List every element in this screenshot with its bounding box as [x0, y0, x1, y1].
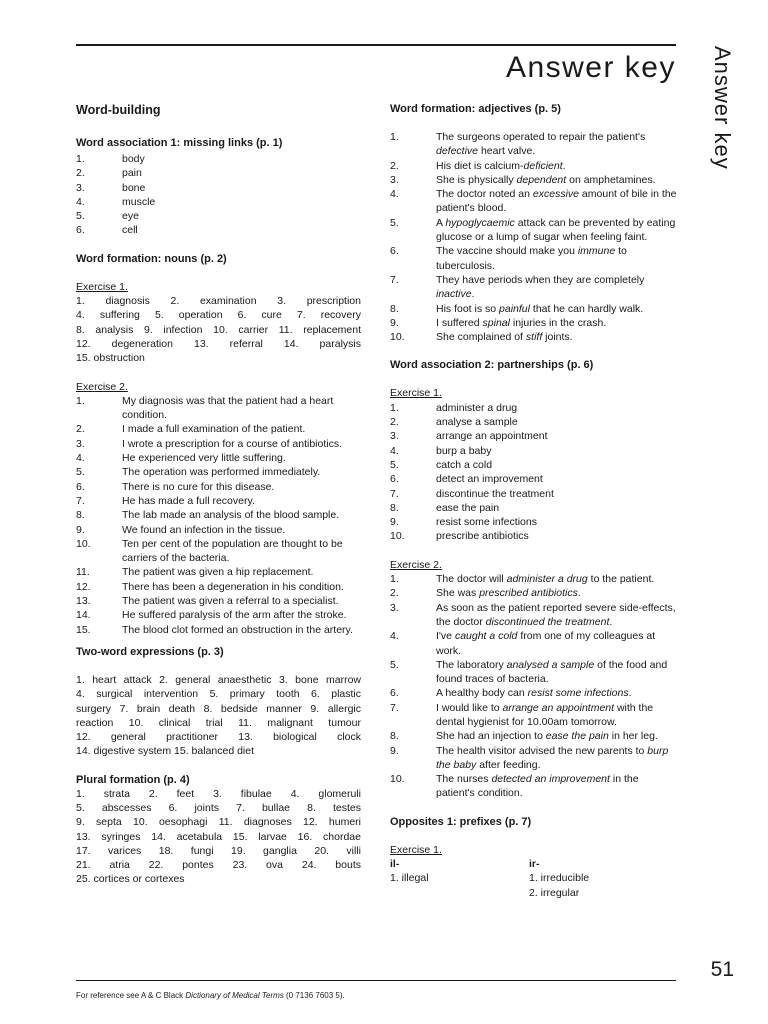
- prefix-head: il-: [390, 858, 400, 871]
- text-line: 14. digestive system 15. balanced diet: [76, 745, 255, 758]
- list-item: [390, 744, 677, 773]
- item-text: [436, 302, 677, 316]
- item-emphasis: resist some infections: [527, 687, 629, 700]
- wfn-title: Word formation: nouns (p. 2): [76, 252, 227, 265]
- item-text-part: The doctor noted an: [436, 188, 533, 201]
- text-line: 21. atria 22. pontes 23. ova 24. bouts: [76, 859, 361, 872]
- list-item: [390, 187, 677, 216]
- list-item: [390, 701, 677, 730]
- item-text: [436, 216, 677, 245]
- item-text-part: amount of bile in the patient's blood.: [436, 188, 677, 215]
- item-number: 3.: [390, 430, 399, 443]
- wa2-title: Word association 2: partnerships (p. 6): [390, 359, 594, 372]
- item-text-part: from one of my colleagues at work.: [436, 630, 656, 657]
- item-text: There is no cure for this disease.: [122, 480, 275, 493]
- item-number: 9.: [390, 516, 399, 529]
- item-number: 10.: [390, 773, 405, 786]
- item-text: bone: [122, 181, 146, 194]
- text-line: 1. illegal: [390, 872, 429, 885]
- item-text: He experienced very little suffering.: [122, 452, 286, 465]
- list-item: [76, 537, 361, 566]
- item-number: 3.: [76, 181, 85, 194]
- item-text: [436, 686, 677, 700]
- item-number: 1.: [390, 131, 399, 143]
- text-line: 12. general practitioner 13. biological clock: [76, 731, 361, 744]
- item-text-part: in her leg.: [608, 730, 658, 743]
- item-text: There has been a degeneration in his condition.: [122, 580, 344, 593]
- right-column: [390, 102, 677, 900]
- item-text: [436, 244, 677, 273]
- exercise-label: Exercise 2.: [76, 380, 128, 393]
- text-line: 17. varices 18. fungi 19. ganglia 20. villi: [76, 844, 361, 857]
- item-emphasis: analysed a sample: [506, 658, 595, 671]
- opp-title: Opposites 1: prefixes (p. 7): [390, 815, 532, 828]
- item-text-part: She is physically: [436, 173, 517, 186]
- item-text: The patient was given a referral to a specialist.: [122, 595, 339, 608]
- item-number: 5.: [390, 216, 399, 229]
- item-text-part: .: [471, 288, 475, 301]
- item-number: 7.: [390, 273, 399, 286]
- list-item: [76, 608, 361, 622]
- list-item: [390, 572, 677, 586]
- list-item: [76, 394, 361, 423]
- left-column: [76, 102, 361, 887]
- list-item: [390, 173, 677, 187]
- item-text-part: A healthy body can: [436, 687, 528, 700]
- item-number: 8.: [390, 501, 399, 514]
- item-text-part: in the patient's condition.: [436, 773, 639, 800]
- prefix-table: [390, 857, 677, 900]
- item-text-part: The health visitor advised the new parents to: [436, 744, 648, 757]
- item-number: 4.: [390, 444, 399, 457]
- item-text-part: .: [609, 615, 613, 628]
- item-text: We found an infection in the tissue.: [122, 523, 286, 536]
- list-item: [76, 195, 361, 209]
- item-text-part: The vaccine should make you: [436, 245, 578, 258]
- item-text: I made a full examination of the patient.: [122, 423, 306, 436]
- item-text-part: A: [436, 216, 446, 229]
- item-text-part: heart valve.: [478, 145, 536, 158]
- item-number: 9.: [76, 523, 85, 536]
- item-text: [436, 658, 677, 687]
- item-text: [436, 601, 677, 630]
- item-text: cell: [122, 224, 138, 237]
- item-text-part: with the dental hygienist for 10.00am tomorrow.: [436, 701, 654, 728]
- item-number: 9.: [390, 744, 399, 757]
- item-number: 5.: [390, 458, 399, 471]
- list-item: [76, 223, 361, 237]
- item-text: [436, 744, 677, 773]
- text-line: 1. heart attack 2. general anaesthetic 3. bone marrow: [76, 673, 361, 686]
- item-text: body: [122, 153, 145, 165]
- item-text: [436, 586, 677, 600]
- wa1-title: Word association 1: missing links (p. 1): [76, 137, 283, 149]
- item-text: The operation was performed immediately.: [122, 466, 321, 479]
- item-emphasis: burp the baby: [436, 744, 669, 771]
- item-text-part: that he can hardly walk.: [529, 302, 644, 315]
- list-item: [390, 529, 677, 543]
- adj-list: [390, 130, 677, 344]
- item-emphasis: caught a cold: [454, 630, 518, 643]
- item-text: burp a baby: [436, 444, 492, 457]
- item-text-part: .: [577, 587, 581, 600]
- list-item: [390, 772, 677, 801]
- list-item: [76, 437, 361, 451]
- item-number: 7.: [76, 494, 85, 507]
- text-line: 1. diagnosis 2. examination 3. prescription: [76, 295, 361, 308]
- item-text-part: As soon as the patient reported severe side-effects, the doctor: [436, 601, 676, 628]
- item-text: pain: [122, 167, 142, 180]
- item-text-part: His diet is calcium-: [436, 159, 524, 172]
- text-line: 1. irreducible: [529, 872, 590, 885]
- footer-text: For reference see A & C Black: [76, 991, 186, 1000]
- item-text-part: .: [628, 687, 632, 700]
- item-text: analyse a sample: [436, 416, 518, 429]
- item-text-part: She complained of: [436, 331, 526, 344]
- list-item: [390, 330, 677, 344]
- item-number: 3.: [390, 601, 399, 614]
- item-number: 4.: [76, 452, 85, 465]
- item-number: 1.: [76, 394, 85, 407]
- exercise-label: Exercise 1.: [76, 280, 128, 293]
- twe-block: [76, 673, 361, 744]
- list-item: [390, 130, 677, 159]
- item-text: eye: [122, 210, 139, 223]
- list-item: [390, 729, 677, 743]
- text-line: 25. cortices or cortexes: [76, 873, 185, 886]
- exercise-label: Exercise 1.: [390, 387, 442, 400]
- item-emphasis: detected an improvement: [491, 773, 610, 786]
- item-emphasis: painful: [499, 302, 530, 315]
- item-text-part: The doctor will: [436, 573, 507, 586]
- item-text: [436, 330, 677, 344]
- item-text: [436, 316, 677, 330]
- item-number: 6.: [390, 245, 399, 258]
- list-item: [390, 601, 677, 630]
- top-rule: [76, 44, 676, 46]
- list-item: [76, 580, 361, 594]
- item-text: [436, 187, 677, 216]
- item-text: I wrote a prescription for a course of antibiotics.: [122, 437, 343, 450]
- item-text: [436, 729, 677, 743]
- text-line: 15. obstruction: [76, 352, 145, 365]
- item-number: 10.: [390, 331, 405, 344]
- item-text-part: to tuberculosis.: [436, 245, 627, 272]
- list-item: [390, 159, 677, 173]
- item-text: [436, 701, 677, 730]
- text-line: 12. degeneration 13. referral 14. paralysis: [76, 337, 361, 350]
- item-emphasis: hypoglycaemic: [445, 216, 515, 229]
- item-emphasis: discontinued the treatment: [485, 615, 610, 628]
- item-text: administer a drug: [436, 401, 518, 414]
- list-item: [390, 429, 677, 443]
- item-emphasis: excessive: [532, 188, 580, 201]
- page-number: 51: [710, 958, 734, 981]
- item-text: [436, 629, 677, 658]
- prefix-head: ir-: [529, 858, 540, 871]
- item-number: 6.: [76, 224, 85, 237]
- item-text: muscle: [122, 195, 156, 208]
- list-item: [390, 316, 677, 330]
- item-text: The patient was given a hip replacement.: [122, 566, 314, 579]
- list-item: [76, 422, 361, 436]
- item-text-part: to the patient.: [587, 573, 655, 586]
- item-text: [436, 173, 677, 187]
- item-emphasis: prescribed antibiotics: [479, 587, 578, 600]
- item-number: 2.: [390, 159, 399, 172]
- list-item: [390, 401, 677, 415]
- list-item: [390, 629, 677, 658]
- item-text-part: They have periods when they are completely: [436, 273, 645, 286]
- item-number: 6.: [390, 473, 399, 486]
- item-number: 2.: [390, 587, 399, 600]
- item-number: 12.: [76, 580, 91, 593]
- item-number: 8.: [390, 302, 399, 315]
- item-text-part: She was: [436, 587, 480, 600]
- item-text-part: of the food and found traces of bacteria.: [436, 658, 668, 686]
- item-text: He suffered paralysis of the arm after the stroke.: [122, 609, 347, 622]
- item-emphasis: stiff: [525, 331, 543, 344]
- prefix-column-ir: [529, 857, 668, 900]
- side-title: Answer key: [710, 46, 735, 170]
- text-line: surgery 7. brain death 8. bedside manner 9. allergic: [76, 702, 361, 715]
- list-item: [390, 658, 677, 687]
- item-text-part: on amphetamines.: [566, 173, 656, 186]
- footer-text: (0 7136 7603 5).: [283, 991, 345, 1000]
- item-number: 15.: [76, 623, 91, 636]
- item-text-part: .: [562, 159, 566, 172]
- list-item: [390, 444, 677, 458]
- list-item: [76, 451, 361, 465]
- list-item: [390, 216, 677, 245]
- item-emphasis: immune: [577, 245, 616, 258]
- item-number: 1.: [390, 573, 399, 586]
- list-item: [76, 623, 361, 637]
- item-number: 9.: [390, 316, 399, 329]
- item-emphasis: deficient: [523, 159, 563, 172]
- item-text-part: She had an injection to: [436, 730, 546, 743]
- list-item: [76, 209, 361, 223]
- item-emphasis: inactive: [436, 288, 472, 301]
- list-item: [390, 686, 677, 700]
- list-item: [76, 594, 361, 608]
- item-emphasis: administer a drug: [506, 573, 588, 586]
- list-item: [76, 181, 361, 195]
- item-emphasis: dependent: [516, 173, 567, 186]
- item-text: The lab made an analysis of the blood sample.: [122, 509, 340, 522]
- item-text-part: His foot is so: [436, 302, 500, 315]
- item-number: 5.: [390, 658, 399, 671]
- page-title: Answer key: [505, 51, 676, 84]
- item-text: He has made a full recovery.: [122, 494, 255, 507]
- item-text: prescribe antibiotics: [436, 530, 529, 543]
- item-number: 2.: [76, 167, 85, 180]
- prefix-column-il: [390, 857, 529, 900]
- list-item: [390, 586, 677, 600]
- item-text: ease the pain: [436, 501, 500, 514]
- item-number: 1.: [76, 153, 85, 165]
- list-item: [390, 273, 677, 302]
- item-number: 3.: [76, 437, 85, 450]
- list-item: [390, 515, 677, 529]
- item-text-part: The nurses: [436, 773, 492, 786]
- item-number: 5.: [76, 466, 85, 479]
- list-item: [76, 465, 361, 479]
- text-line: 13. syringes 14. acetabula 15. larvae 16. chordae: [76, 830, 361, 843]
- item-text: Ten per cent of the population are thought to be carriers of the bacteria.: [122, 537, 343, 565]
- adj-title: Word formation: adjectives (p. 5): [390, 103, 561, 115]
- text-line: 5. abscesses 6. joints 7. bullae 8. testes: [76, 801, 361, 814]
- item-text: discontinue the treatment: [436, 487, 554, 500]
- wa1-list: [76, 152, 361, 238]
- list-item: [76, 480, 361, 494]
- item-text: My diagnosis was that the patient had a heart condition.: [122, 394, 334, 422]
- item-text-part: The laboratory: [436, 658, 507, 671]
- item-text: detect an improvement: [436, 473, 543, 486]
- list-item: [76, 166, 361, 180]
- section-title: Word-building: [76, 103, 161, 117]
- item-text-part: The surgeons operated to repair the patient's: [436, 131, 646, 143]
- item-text: catch a cold: [436, 458, 493, 471]
- footer-note: [76, 991, 345, 1000]
- item-text-part: I would like to: [436, 701, 503, 714]
- text-line: 4. suffering 5. operation 6. cure 7. recovery: [76, 309, 361, 322]
- item-text-part: after feeding.: [476, 758, 541, 771]
- exercise-label: Exercise 2.: [390, 558, 442, 571]
- item-text-part: I suffered: [436, 316, 483, 329]
- item-number: 3.: [390, 173, 399, 186]
- item-number: 4.: [390, 188, 399, 201]
- item-number: 10.: [390, 530, 405, 543]
- item-text-part: attack can be prevented by eating glucose or a lump of sugar when feeling faint.: [436, 216, 676, 244]
- plural-title: Plural formation (p. 4): [76, 773, 190, 786]
- item-number: 13.: [76, 595, 91, 608]
- item-text: [436, 772, 677, 801]
- item-number: 2.: [76, 423, 85, 436]
- item-text: The blood clot formed an obstruction in the artery.: [122, 623, 353, 636]
- item-emphasis: ease the pain: [545, 730, 609, 743]
- list-item: [390, 458, 677, 472]
- text-line: 2. irregular: [529, 886, 580, 899]
- item-number: 11.: [76, 566, 90, 579]
- item-number: 2.: [390, 416, 399, 429]
- item-text: [436, 130, 677, 159]
- text-line: 9. septa 10. oesophagi 11. diagnoses 12. humeri: [76, 816, 361, 829]
- list-item: [390, 472, 677, 486]
- item-number: 8.: [76, 509, 85, 522]
- item-number: 7.: [390, 487, 399, 500]
- list-item: [76, 494, 361, 508]
- text-line: 8. analysis 9. infection 10. carrier 11. replacement: [76, 323, 361, 336]
- item-text-part: joints.: [542, 331, 573, 344]
- text-line: 4. surgical intervention 5. primary tooth 6. plastic: [76, 688, 361, 701]
- plural-block: [76, 787, 361, 873]
- item-number: 8.: [390, 730, 399, 743]
- list-item: [390, 501, 677, 515]
- list-item: [390, 302, 677, 316]
- item-number: 5.: [76, 210, 85, 223]
- list-item: [76, 508, 361, 522]
- twe-title: Two-word expressions (p. 3): [76, 645, 224, 658]
- item-emphasis: defective: [436, 145, 479, 158]
- item-emphasis: spinal: [482, 316, 510, 329]
- wfn-ex2-list: [76, 394, 361, 637]
- text-line: reaction 10. clinical trial 11. malignant tumour: [76, 716, 361, 729]
- item-number: 7.: [390, 701, 399, 714]
- list-item: [390, 244, 677, 273]
- text-line: 1. strata 2. feet 3. fibulae 4. glomeruli: [76, 787, 361, 800]
- bottom-rule: [76, 980, 676, 981]
- wa2-ex2-list: [390, 572, 677, 801]
- list-item: [390, 415, 677, 429]
- item-emphasis: arrange an appointment: [502, 701, 615, 714]
- wa2-ex1-list: [390, 401, 677, 544]
- item-text: [436, 159, 677, 173]
- list-item: [390, 487, 677, 501]
- item-number: 4.: [76, 195, 85, 208]
- item-text-part: I've: [436, 630, 455, 643]
- item-text-part: injuries in the crash.: [509, 316, 607, 329]
- item-number: 6.: [76, 480, 85, 493]
- item-text: [436, 273, 677, 302]
- item-text: [436, 572, 677, 586]
- list-item: [76, 523, 361, 537]
- footer-book-title: Dictionary of Medical Terms: [185, 991, 284, 1000]
- wfn-ex1-block: [76, 294, 361, 351]
- item-number: 10.: [76, 537, 91, 550]
- item-number: 6.: [390, 687, 399, 700]
- item-text: resist some infections: [436, 516, 537, 529]
- item-number: 14.: [76, 609, 91, 622]
- item-number: 4.: [390, 630, 399, 643]
- list-item: [76, 152, 361, 166]
- item-text: arrange an appointment: [436, 430, 548, 443]
- item-number: 1.: [390, 401, 399, 414]
- list-item: [76, 565, 361, 579]
- exercise-label: Exercise 1.: [390, 843, 442, 856]
